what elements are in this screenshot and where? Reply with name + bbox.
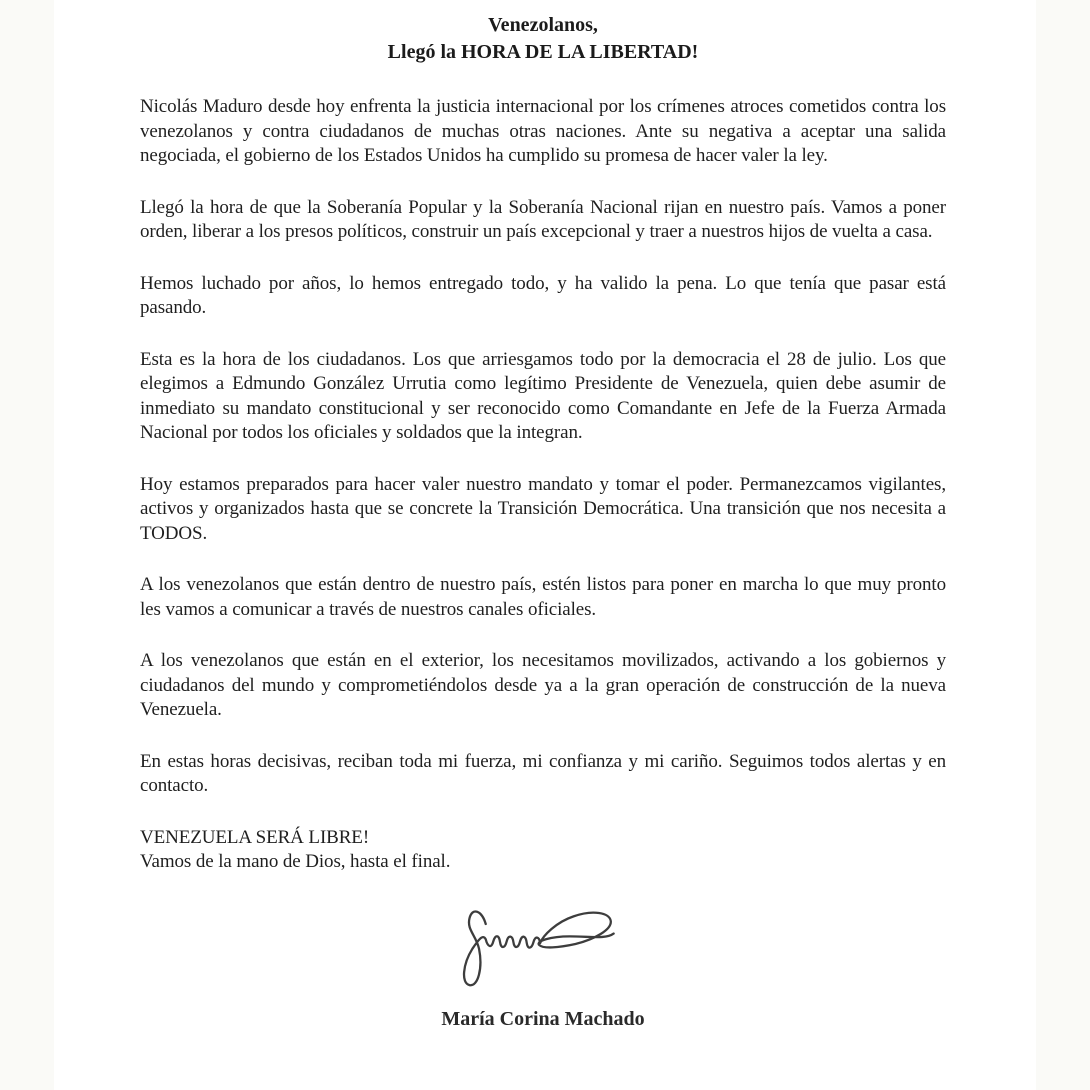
paragraph-5: Hoy estamos preparados para hacer valer nuestro mandato y tomar el poder. Permanezcamos vigilantes, activos y organizados hasta que se concrete la Transición Democrática. Una transición que nos necesita a TODOS.	[140, 473, 946, 544]
paragraph-8: En estas horas decisivas, reciban toda mi fuerza, mi confianza y mi cariño. Seguimos todos alertas y en contacto.	[140, 750, 946, 796]
paragraph-2: Llegó la hora de que la Soberanía Popular y la Soberanía Nacional rijan en nuestro país. Vamos a poner orden, liberar a los presos políticos, construir un país excepcional y traer a nuestros hijos de vuelta a casa.	[140, 196, 946, 242]
handwritten-signature	[140, 897, 946, 993]
paragraph-7: A los venezolanos que están en el exterior, los necesitamos movilizados, activando a los gobiernos y ciudadanos del mundo y comprometiéndolos desde ya a la gran operación de construcción de la nueva Venezuela.	[140, 650, 946, 720]
letter-title	[140, 12, 946, 65]
closing-block	[140, 826, 946, 875]
title-line-2: Llegó la HORA DE LA LIBERTAD!	[387, 40, 699, 63]
letter-content	[140, 0, 946, 1031]
paragraph-3: Hemos luchado por años, lo hemos entregado todo, y ha valido la pena. Lo que tenía que pasar está pasando.	[140, 272, 946, 318]
title-line-1: Venezolanos,	[488, 14, 598, 36]
paragraph-4: Esta es la hora de los ciudadanos. Los que arriesgamos todo por la democracia el 28 de julio. Los que elegimos a Edmundo González Urrutia como legítimo Presidente de Venezuela, quien debe asumir de inmediato su mandato constitucional y ser reconocido como Comandante en Jefe de la Fuerza Armada Nacional por todos los oficiales y soldados que la integran.	[140, 348, 946, 443]
closing-line-1: VENEZUELA SERÁ LIBRE!	[140, 826, 370, 848]
closing-line-2: Vamos de la mano de Dios, hasta el final.	[140, 851, 451, 872]
signature-name: María Corina Machado	[441, 1007, 645, 1030]
paragraph-1: Nicolás Maduro desde hoy enfrenta la justicia internacional por los crímenes atroces cometidos contra los venezolanos y contra ciudadanos de muchas otras naciones. Ante su negativa a aceptar una salida negociada, el gobierno de los Estados Unidos ha cumplido su promesa de hacer valer la ley.	[140, 96, 946, 166]
letter-page	[54, 0, 1036, 1090]
paragraph-6: A los venezolanos que están dentro de nuestro país, estén listos para poner en marcha lo que muy pronto les vamos a comunicar a través de nuestros canales oficiales.	[140, 574, 946, 620]
